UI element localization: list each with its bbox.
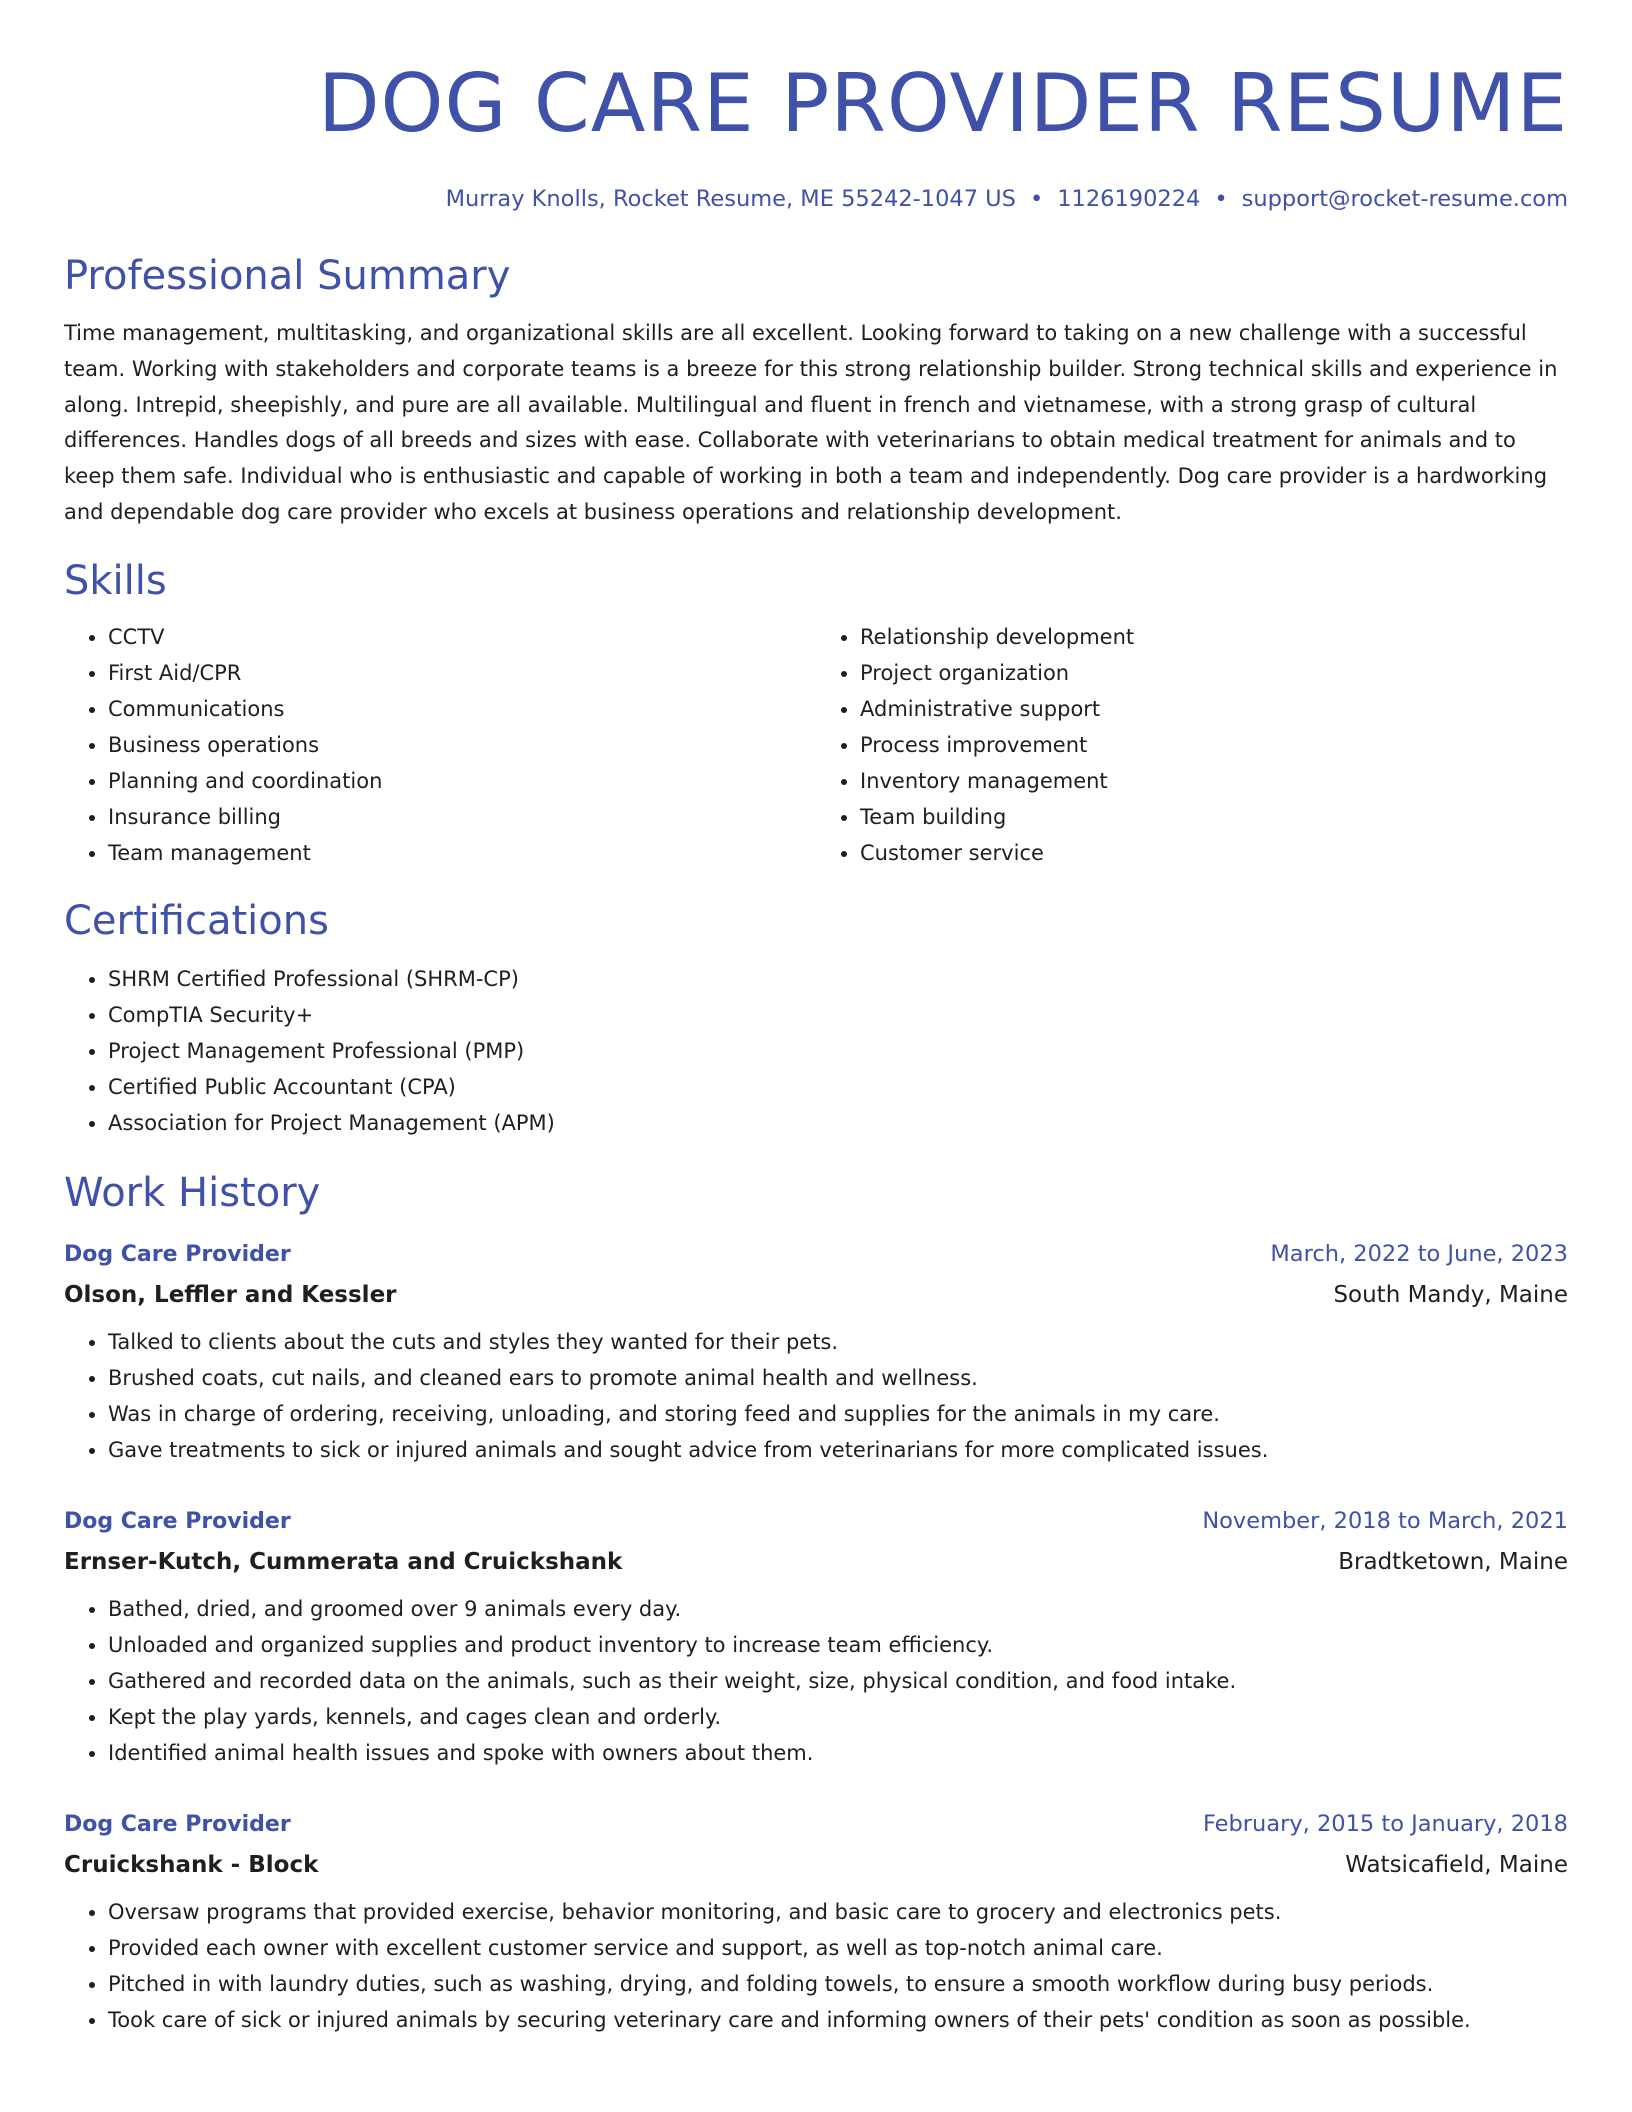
job-header xyxy=(64,1235,1568,1274)
skill-item: • CCTV xyxy=(108,619,816,655)
skill-item: • Planning and coordination xyxy=(108,763,816,799)
job-duty-item: • Kept the play yards, kennels, and cages clean and orderly. xyxy=(108,1699,1568,1735)
job-duties-list xyxy=(64,1591,1568,1771)
job-entry xyxy=(64,1805,1568,2038)
job-duties-list xyxy=(64,1894,1568,2038)
job-location: Bradtketown, Maine xyxy=(1338,1548,1568,1575)
skill-item: • Team management xyxy=(108,835,816,871)
job-entry xyxy=(64,1502,1568,1771)
job-duty-item: • Oversaw programs that provided exercise, behavior monitoring, and basic care to grocery and electronics pets. xyxy=(108,1894,1568,1930)
certification-item: • Project Management Professional (PMP) xyxy=(108,1033,1568,1069)
job-duty-item: • Talked to clients about the cuts and styles they wanted for their pets. xyxy=(108,1324,1568,1360)
certifications-list xyxy=(64,961,1568,1141)
job-duty-item: • Provided each owner with excellent customer service and support, as well as top-notch animal care. xyxy=(108,1930,1568,1966)
job-company: Cruickshank - Block xyxy=(64,1851,319,1878)
job-duty-item: • Was in charge of ordering, receiving, unloading, and storing feed and supplies for the animals in my care. xyxy=(108,1396,1568,1432)
contact-line xyxy=(64,184,1568,214)
skills-columns xyxy=(64,619,1568,871)
contact-address: Murray Knolls, Rocket Resume, ME 55242-1047 US xyxy=(445,186,1016,212)
certifications-heading: Certifications xyxy=(64,897,329,944)
summary-text: Time management, multitasking, and organizational skills are all excellent. Looking forward to taking on a new challenge with a successful team. Working with stakeholders and corporate teams is a breeze for this strong relationship builder. Strong technical skills and experience in along. Intrepid, sheepishly, and pure are all available. Multilingual and fluent in french and vietnamese, with a strong grasp of cultural differences. Handles dogs of all breeds and sizes with ease. Collaborate with veterinarians to obtain medical treatment for animals and to keep them safe. Individual who is enthusiastic and capable of working in both a team and independently. Dog care provider is a hardworking and dependable dog care provider who excels at business operations and relationship development. xyxy=(64,321,1558,524)
job-duty-item: • Identified animal health issues and spoke with owners about them. xyxy=(108,1735,1568,1771)
job-company: Olson, Leffler and Kessler xyxy=(64,1281,397,1308)
job-title: Dog Care Provider xyxy=(64,1811,291,1837)
job-subheader xyxy=(64,1541,1568,1583)
skill-item: • Administrative support xyxy=(860,691,1568,727)
job-dates: March, 2022 to June, 2023 xyxy=(1270,1240,1568,1267)
skill-item: • Communications xyxy=(108,691,816,727)
job-location: Watsicafield, Maine xyxy=(1345,1851,1568,1878)
certification-item: • SHRM Certified Professional (SHRM-CP) xyxy=(108,961,1568,997)
certification-item: • Association for Project Management (APM) xyxy=(108,1105,1568,1141)
job-location: South Mandy, Maine xyxy=(1333,1281,1568,1308)
job-duty-item: • Gathered and recorded data on the animals, such as their weight, size, physical condition, and food intake. xyxy=(108,1663,1568,1699)
job-dates: February, 2015 to January, 2018 xyxy=(1202,1810,1568,1837)
certification-item: • Certified Public Accountant (CPA) xyxy=(108,1069,1568,1105)
job-entry xyxy=(64,1235,1568,1468)
job-subheader xyxy=(64,1274,1568,1316)
skills-heading: Skills xyxy=(64,557,167,604)
job-duty-item: • Gave treatments to sick or injured animals and sought advice from veterinarians for more complicated issues. xyxy=(108,1432,1568,1468)
skill-item: • Team building xyxy=(860,799,1568,835)
skill-item: • Relationship development xyxy=(860,619,1568,655)
job-duties-list xyxy=(64,1324,1568,1468)
job-title: Dog Care Provider xyxy=(64,1508,291,1534)
job-subheader xyxy=(64,1844,1568,1886)
job-header xyxy=(64,1805,1568,1844)
skills-list-right xyxy=(816,619,1568,871)
certification-item: • CompTIA Security+ xyxy=(108,997,1568,1033)
skill-item: • Process improvement xyxy=(860,727,1568,763)
contact-separator: • xyxy=(1214,186,1228,212)
work-history-heading: Work History xyxy=(64,1169,321,1216)
job-duty-item: • Unloaded and organized supplies and product inventory to increase team efficiency. xyxy=(108,1627,1568,1663)
contact-email: support@rocket-resume.com xyxy=(1241,186,1568,212)
contact-separator: • xyxy=(1029,186,1044,212)
job-title: Dog Care Provider xyxy=(64,1241,291,1267)
resume-title: DOG CARE PROVIDER RESUME xyxy=(317,57,1568,150)
job-company: Ernser-Kutch, Cummerata and Cruickshank xyxy=(64,1548,623,1575)
job-header xyxy=(64,1502,1568,1541)
skill-item: • Insurance billing xyxy=(108,799,816,835)
skill-item: • Customer service xyxy=(860,835,1568,871)
skill-item: • Inventory management xyxy=(860,763,1568,799)
job-duty-item: • Pitched in with laundry duties, such as washing, drying, and folding towels, to ensure a smooth workflow during busy periods. xyxy=(108,1966,1568,2002)
skill-item: • Project organization xyxy=(860,655,1568,691)
job-duty-item: • Brushed coats, cut nails, and cleaned ears to promote animal health and wellness. xyxy=(108,1360,1568,1396)
job-duty-item: • Took care of sick or injured animals by securing veterinary care and informing owners of their pets' condition as soon as possible. xyxy=(108,2002,1568,2038)
summary-heading: Professional Summary xyxy=(64,253,511,299)
contact-phone: 1126190224 xyxy=(1057,186,1201,212)
job-duty-item: • Bathed, dried, and groomed over 9 animals every day. xyxy=(108,1591,1568,1627)
skill-item: • First Aid/CPR xyxy=(108,655,816,691)
skill-item: • Business operations xyxy=(108,727,816,763)
job-dates: November, 2018 to March, 2021 xyxy=(1202,1507,1568,1534)
skills-list-left xyxy=(64,619,816,871)
